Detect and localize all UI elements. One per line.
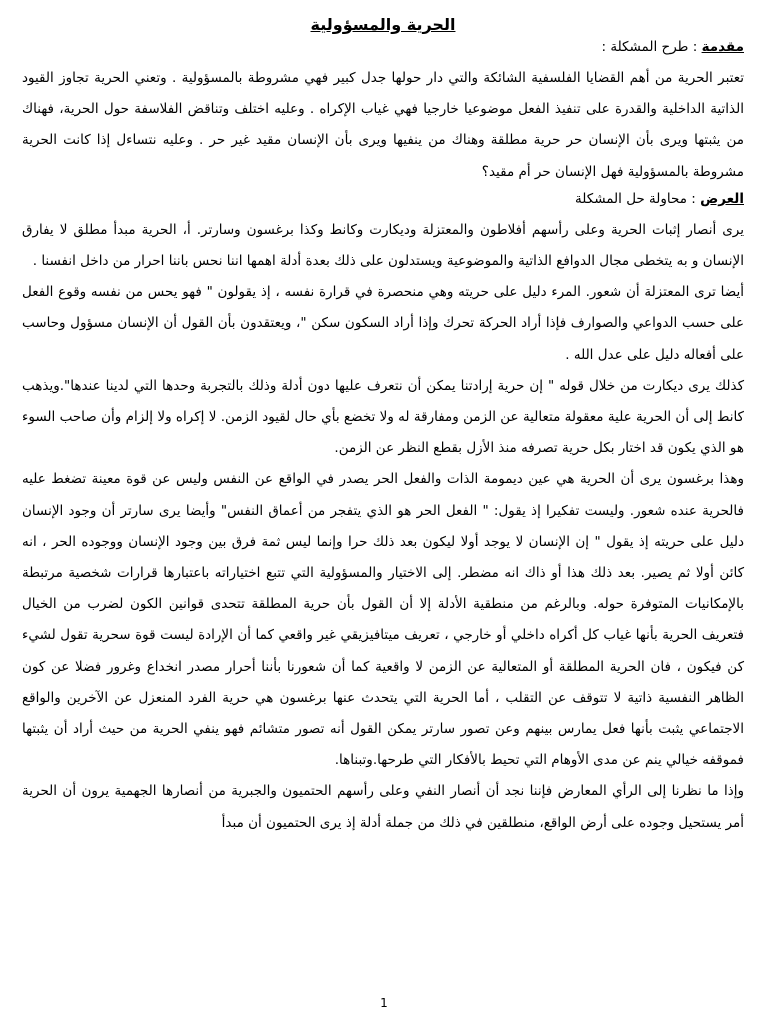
body-heading xyxy=(22,188,744,210)
intro-heading-label: مقدمة xyxy=(701,39,744,55)
intro-heading-suffix: : طرح المشكلة : xyxy=(601,39,698,55)
document-title: الحرية والمسؤولية xyxy=(310,15,456,34)
body-paragraph: يرى أنصار إثبات الحرية وعلى رأسهم أفلاطون والمعتزلة وديكارت وكانط وكذا برغسون وسارتر. أ، الحرية مبدأ مطلق لا يفارق الإنسان و به يتخطى مجال الدوافع الذاتية والموضوعية ويستدلون على ذلك بعدة أدلة اهمها اننا نحس باننا احرار من داخل انفسنا . xyxy=(22,221,744,270)
body-paragraph: وإذا ما نظرنا إلى الرأي المعارض فإننا نجد أن أنصار النفي وعلى رأسهم الحتميون والجبرية من أنصارها الجهمية يرون أن الحرية أمر يستحيل وجوده على أرض الواقع، منطلقين في ذلك من جملة أدلة إذ يرى الحتميون أن مبدأ xyxy=(22,783,744,831)
body-paragraph: كذلك يرى ديكارت من خلال قوله " إن حرية إرادتنا يمكن أن نتعرف عليها دون أدلة وذلك بالتجربة وحدها التي لدينا عندها".ويذهب كانط إلى أن الحرية علية معقولة متعالية عن الزمن ومفارقة له ولا تخضع بأي حال لقيود الزمن. لا إكراه ولا إلزام وأن صاحب السوء هو الذي يكون قد اختار بكل حرية تصرفه منذ الأزل بقطع النظر عن الزمن. xyxy=(22,377,744,457)
body-paragraph: أيضا ترى المعتزلة أن شعور. المرء دليل على حريته وهي منحصرة في قرارة نفسه ، إذ يقولون " فهو يحس من نفسه وقوع الفعل على حسب الدواعي والصوارف فإذا أراد الحركة تحرك وإذا أراد السكون سكن "، ويعتقدون بأن القول أن الإنسان مسؤول وحاسب على أفعاله دليل على عدل الله . xyxy=(22,284,744,363)
body-heading-suffix: : محاولة حل المشكلة xyxy=(575,190,696,207)
body-heading-label: العرض xyxy=(700,190,744,207)
intro-paragraph: تعتبر الحرية من أهم القضايا الفلسفية الشائكة والتي دار حولها جدل كبير فهي مشروطة بالمسؤولية . وتعني الحرية تجاوز القيود الذاتية الداخلية والقدرة على تنفيذ الفعل موضوعيا خارجيا فهي غياب الإكراه . وعليه اختلف وتناقض الفلاسفة حول الحرية، فهناك من يثبتها ويرى بأن الإنسان حر حرية مطلقة وهناك من ينفيها ويرى بأن الإنسان مقيد غير حر . وعليه نتساءل إذا كانت الحرية مشروطة بالمسؤولية فهل الإنسان حر أم مقيد؟ xyxy=(22,70,744,180)
page-number: 1 xyxy=(380,996,388,1010)
intro-heading xyxy=(22,36,744,58)
body-paragraph: وهذا برغسون يرى أن الحرية هي عين ديمومة الذات والفعل الحر يصدر في الواقع عن النفس وليس عن قوة معينة تضغط عليه فالحرية عنده شعور. وليست تفكيرا إذ يقول: " الفعل الحر هو الذي يتفجر من أعماق النفس" وأيضا يرى سارتر أن وجود الإنسان دليل على حريته إذ يقول " إن الإنسان لا يوجد أولا ليكون بعد ذلك حرا وإنما ليس ثمة فرق بين وجود الإنسان ووجوده الحر ، انه كائن أولا ثم يصير. بعد ذلك هذا أو ذاك انه مضطر. إلى الاختيار والمسؤولية التي تتبع اختياراته باعتبارها قرارات شخصية مرتبطة بالإمكانيات المتوفرة حوله. وبالرغم من منطقية الأدلة إلا أن القول بأن حرية المطلقة تتحدى قوانين الكون لضرب من الخيال فتعريف الحرية بأنها غياب كل أكراه داخلي أو خارجي ، تعريف ميتافيزيقي غير واقعي كما أن الإرادة ليست قوة سحرية تقول لشيء كن فيكون ، فان الحرية المطلقة أو المتعالية عن الزمن لا واقعية كما أن شعورنا بأننا أحرار مصدر انخداع وغرور فضلا عن كون الظاهر النفسية ذاتية لا تتوقف عن التقلب ، أما الحرية التي يتحدث عنها برغسون هي حرية الفرد المنعزل عن الآخرين والواقع الاجتماعي يثبت بأنها فعل يمارس بينهم وعن تصور سارتر يمكن القول أنه تصور متشائم فهو ينفي الحرية من حيث أراد أن يثبتها فموقفه خيالي ينم عن مدى الأوهام التي تحيط بالأفكار التي طرحها.وتبناها. xyxy=(22,471,744,769)
